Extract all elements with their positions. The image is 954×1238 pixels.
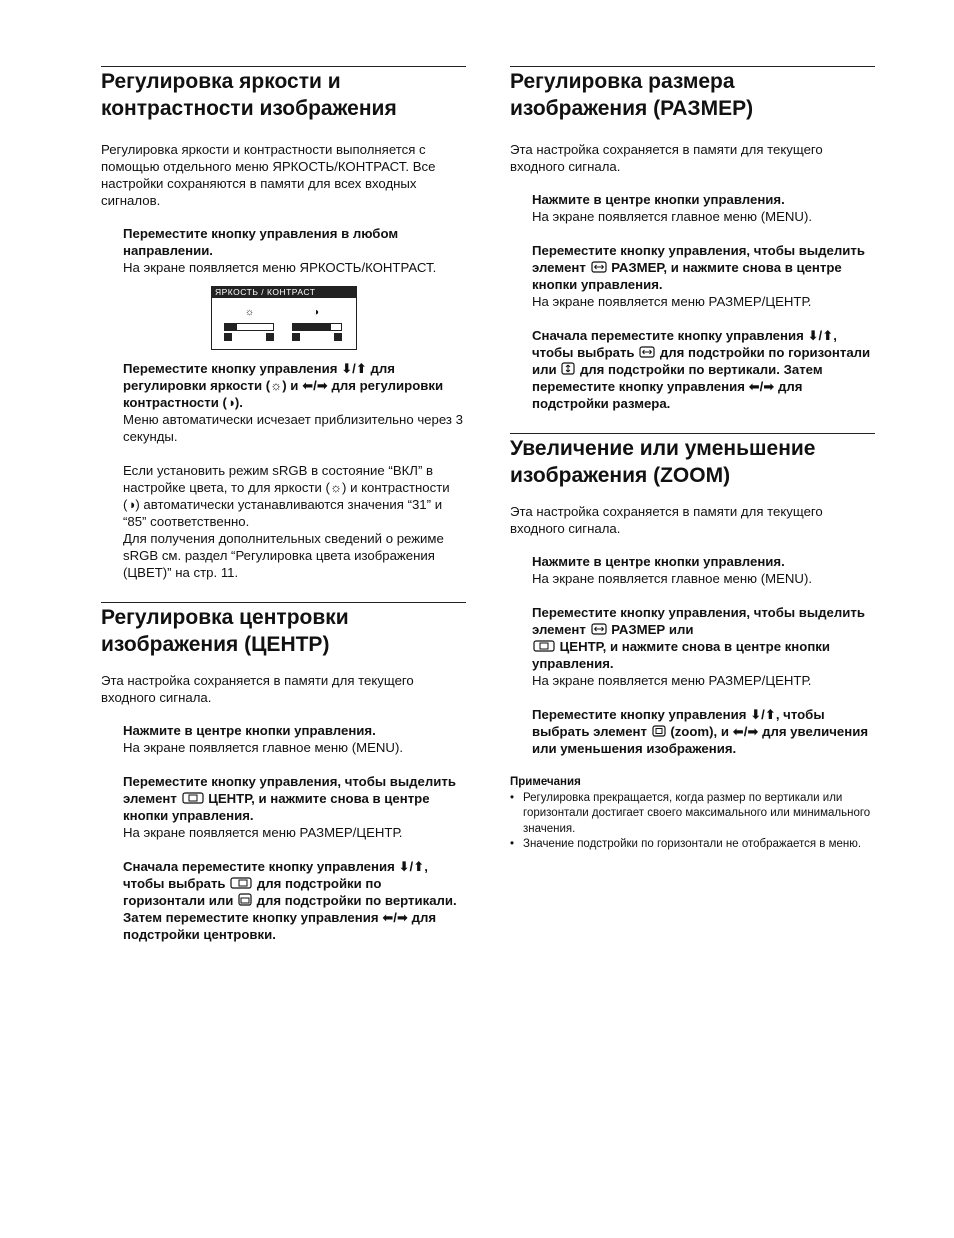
brightness-contrast-menu [211, 286, 357, 350]
contrast-icon: ◑ [127, 497, 136, 512]
zoom-icon [652, 725, 666, 737]
notes [510, 775, 875, 853]
zoom-step-2 [532, 604, 875, 689]
vertical-size-icon [561, 362, 575, 375]
step-bold-b: для регулировки яркости ( [123, 361, 395, 393]
step-text: На экране появляется меню РАЗМЕР/ЦЕНТР. [532, 673, 812, 688]
size-step-3 [532, 327, 875, 412]
brightness-gauge-fill [225, 324, 237, 330]
zoom-step-3 [532, 706, 875, 757]
sun-icon: ☼ [270, 378, 283, 393]
center-step-3 [123, 858, 466, 943]
up-down-arrows-icon: ⬇/⬆ [807, 328, 834, 343]
srgb-text-1: Если установить режим sRGB в состояние “ВКЛ” в настройке цвета, то для яркости ( [123, 463, 434, 495]
step-bold-d: для регулировки контрастности ( [123, 378, 444, 410]
left-column [101, 66, 466, 943]
step-bold-d: для подстройки по вертикали. Затем переместите кнопку управления [123, 893, 457, 925]
center-icon [182, 792, 204, 804]
srgb-text-2: ) и контрастности ( [123, 480, 450, 512]
sun-icon: ☼ [329, 480, 343, 495]
menu-title: ЯРКОСТЬ / КОНТРАСТ [212, 287, 356, 298]
note-text: Регулировка прекращается, когда размер по вертикали или горизонтали достигает своего максимального или минимального значения. [523, 791, 871, 835]
step-bold-d: для подстройки по вертикали. Затем переместите кнопку управления [532, 362, 823, 394]
step-bold-c: ) и [282, 378, 299, 393]
step-text: На экране появляется главное меню (MENU). [123, 740, 403, 755]
minus-icon [224, 333, 232, 341]
size-intro: Эта настройка сохраняется в памяти для текущего входного сигнала. [510, 142, 823, 174]
step-bold-a: Сначала переместите кнопку управления [532, 328, 804, 343]
brightness-intro-2: Все настройки сохраняются в памяти для всех входных сигналов. [101, 159, 436, 208]
step-bold-e: ). [234, 395, 243, 410]
section-rule [510, 433, 875, 434]
bullet-icon: • [510, 838, 515, 850]
section-rule [101, 602, 466, 603]
size-icon [591, 261, 607, 273]
step-bold-b: , чтобы выбрать [532, 328, 837, 360]
brightness-intro [101, 141, 466, 209]
brightness-step-2 [123, 360, 466, 445]
step-bold-d: для увеличения или уменьшения изображения. [532, 724, 869, 756]
vertical-center-icon [238, 893, 252, 906]
size-icon [591, 623, 607, 635]
step-bold-a: Переместите кнопку управления [532, 707, 747, 722]
contrast-gauge [292, 323, 342, 331]
step-bold-a: Переместите кнопку управления, чтобы выделить элемент [532, 605, 865, 637]
notes-title: Примечания [510, 776, 581, 788]
brightness-intro-1: Регулировка яркости и контрастности выполняется с помощью отдельного меню ЯРКОСТЬ/КОНТРАСТ. [101, 142, 426, 174]
sun-icon: ☼ [245, 307, 255, 318]
zoom-step-1 [532, 553, 875, 587]
notes-list [510, 791, 875, 853]
brightness-step-1 [123, 225, 466, 276]
menu-figure-wrap [101, 276, 466, 360]
left-right-arrows-icon: ⬅/➡ [748, 379, 775, 394]
left-right-arrows-icon: ⬅/➡ [302, 378, 328, 393]
plus-icon [266, 333, 274, 341]
step-text: На экране появляется главное меню (MENU). [532, 571, 812, 586]
note-item [510, 837, 875, 853]
step-bold-e: для подстройки центровки. [123, 910, 437, 942]
step-text: На экране появляется меню РАЗМЕР/ЦЕНТР. [532, 294, 812, 309]
step-bold-a: Переместите кнопку управления, чтобы выделить элемент [123, 774, 456, 806]
step-text: На экране появляется меню ЯРКОСТЬ/КОНТРАСТ. [123, 260, 437, 275]
step-bold-c: для подстройки по горизонтали или [123, 876, 382, 908]
step-bold-c: для подстройки по горизонтали или [532, 345, 871, 377]
left-right-arrows-icon: ⬅/➡ [382, 910, 408, 925]
horizontal-size-icon [639, 346, 655, 358]
step-bold-b: , чтобы выбрать [123, 859, 428, 891]
right-column [510, 66, 875, 853]
horizontal-center-icon [230, 877, 252, 889]
center-title: Регулировка центровки изображения (ЦЕНТР) [101, 606, 349, 656]
step-bold: Нажмите в центре кнопки управления. [532, 192, 785, 207]
step-bold: Переместите кнопку управления в любом направлении. [123, 226, 399, 258]
section-rule [101, 66, 466, 67]
note-text: Значение подстройки по горизонтали не отображается в меню. [523, 838, 862, 850]
up-down-arrows-icon: ⬇/⬆ [398, 859, 425, 874]
section-rule [510, 66, 875, 67]
step-bold: Нажмите в центре кнопки управления. [123, 723, 376, 738]
note-item [510, 791, 875, 838]
center-icon [533, 640, 555, 652]
center-step-1 [123, 722, 466, 756]
srgb-note [123, 462, 466, 581]
plus-icon [334, 333, 342, 341]
srgb-text-3: ) автоматически устанавливаются значения “31” и “85” соответственно. [123, 497, 443, 529]
up-down-arrows-icon: ⬇/⬆ [341, 361, 367, 376]
left-right-arrows-icon: ⬅/➡ [732, 724, 759, 739]
contrast-icon: ◑ [226, 395, 235, 410]
step-bold-a: Переместите кнопку управления, чтобы выделить элемент [532, 243, 865, 275]
size-step-1 [532, 191, 875, 225]
step-bold-c: (zoom), и [670, 724, 729, 739]
zoom-title: Увеличение или уменьшение изображения (ZOOM) [510, 437, 816, 487]
bullet-icon: • [510, 791, 515, 804]
step-bold-b: РАЗМЕР, и нажмите снова в центре кнопки управления. [532, 260, 842, 292]
center-step-2 [123, 773, 466, 841]
contrast-icon: ◑ [313, 307, 320, 318]
step-bold-b: , чтобы выбрать элемент [532, 707, 825, 739]
brightness-title: Регулировка яркости и контрастности изображения [101, 70, 397, 120]
size-step-2 [532, 242, 875, 310]
minus-icon [292, 333, 300, 341]
up-down-arrows-icon: ⬇/⬆ [750, 707, 776, 722]
srgb-text-4: Для получения дополнительных сведений о режиме sRGB см. раздел “Регулировка цвета изображения (ЦВЕТ)” на стр. 11. [123, 531, 444, 580]
step-bold-b: РАЗМЕР или [611, 622, 694, 637]
step-bold-a: Сначала переместите кнопку управления [123, 859, 395, 874]
step-bold: Нажмите в центре кнопки управления. [532, 554, 785, 569]
step-text: На экране появляется меню РАЗМЕР/ЦЕНТР. [123, 825, 403, 840]
zoom-intro: Эта настройка сохраняется в памяти для текущего входного сигнала. [510, 504, 823, 536]
center-intro: Эта настройка сохраняется в памяти для текущего входного сигнала. [101, 673, 414, 705]
step-bold-c: ЦЕНТР, и нажмите снова в центре кнопки управления. [532, 639, 830, 671]
brightness-gauge [224, 323, 274, 331]
contrast-gauge-fill [293, 324, 331, 330]
step-bold-a: Переместите кнопку управления [123, 361, 338, 376]
step-text: Меню автоматически исчезает приблизительно через 3 секунды. [123, 412, 463, 444]
step-text: На экране появляется главное меню (MENU). [532, 209, 812, 224]
step-bold-b: ЦЕНТР, и нажмите снова в центре кнопки управления. [123, 791, 430, 823]
step-bold-e: для подстройки размера. [532, 379, 803, 411]
size-title: Регулировка размера изображения (РАЗМЕР) [510, 70, 754, 120]
